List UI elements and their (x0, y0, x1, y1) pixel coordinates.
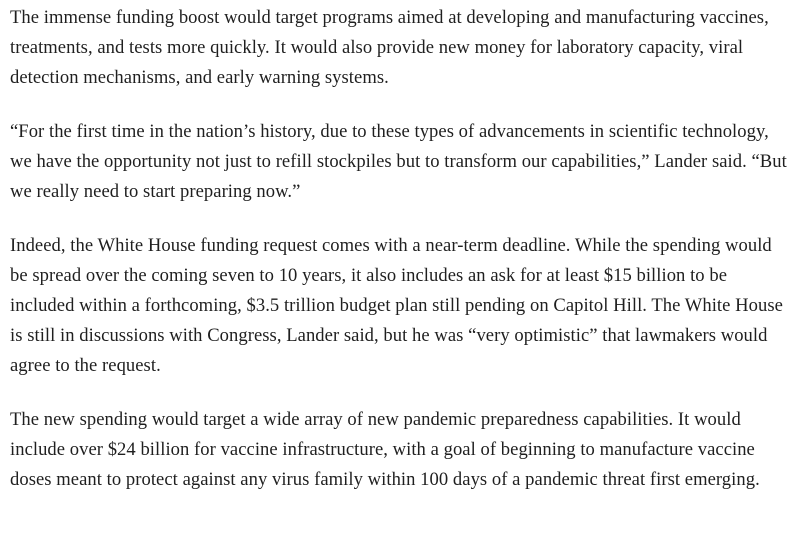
article-paragraph: The new spending would target a wide array of new pandemic preparedness capabilities. It would include over $24 billion for vaccine infrastructure, with a goal of beginning to manufacture vaccine doses meant to protect against any virus family within 100 days of a pandemic threat first emerging. (10, 409, 760, 490)
article-body (10, 3, 790, 519)
article-paragraph: “For the first time in the nation’s history, due to these types of advancements in scientific technology, we have the opportunity not just to refill stockpiles but to transform our capabilities,” Lander said. “But we really need to start preparing now.” (10, 121, 787, 202)
article-paragraph: The immense funding boost would target programs aimed at developing and manufacturing vaccines, treatments, and tests more quickly. It would also provide new money for laboratory capacity, viral detection mechanisms, and early warning systems. (10, 7, 769, 88)
article-paragraph: Indeed, the White House funding request comes with a near-term deadline. While the spending would be spread over the coming seven to 10 years, it also includes an ask for at least $15 billion to be included within a forthcoming, $3.5 trillion budget plan still pending on Capitol Hill. The White House is still in discussions with Congress, Lander said, but he was “very optimistic” that lawmakers would agree to the request. (10, 235, 783, 376)
